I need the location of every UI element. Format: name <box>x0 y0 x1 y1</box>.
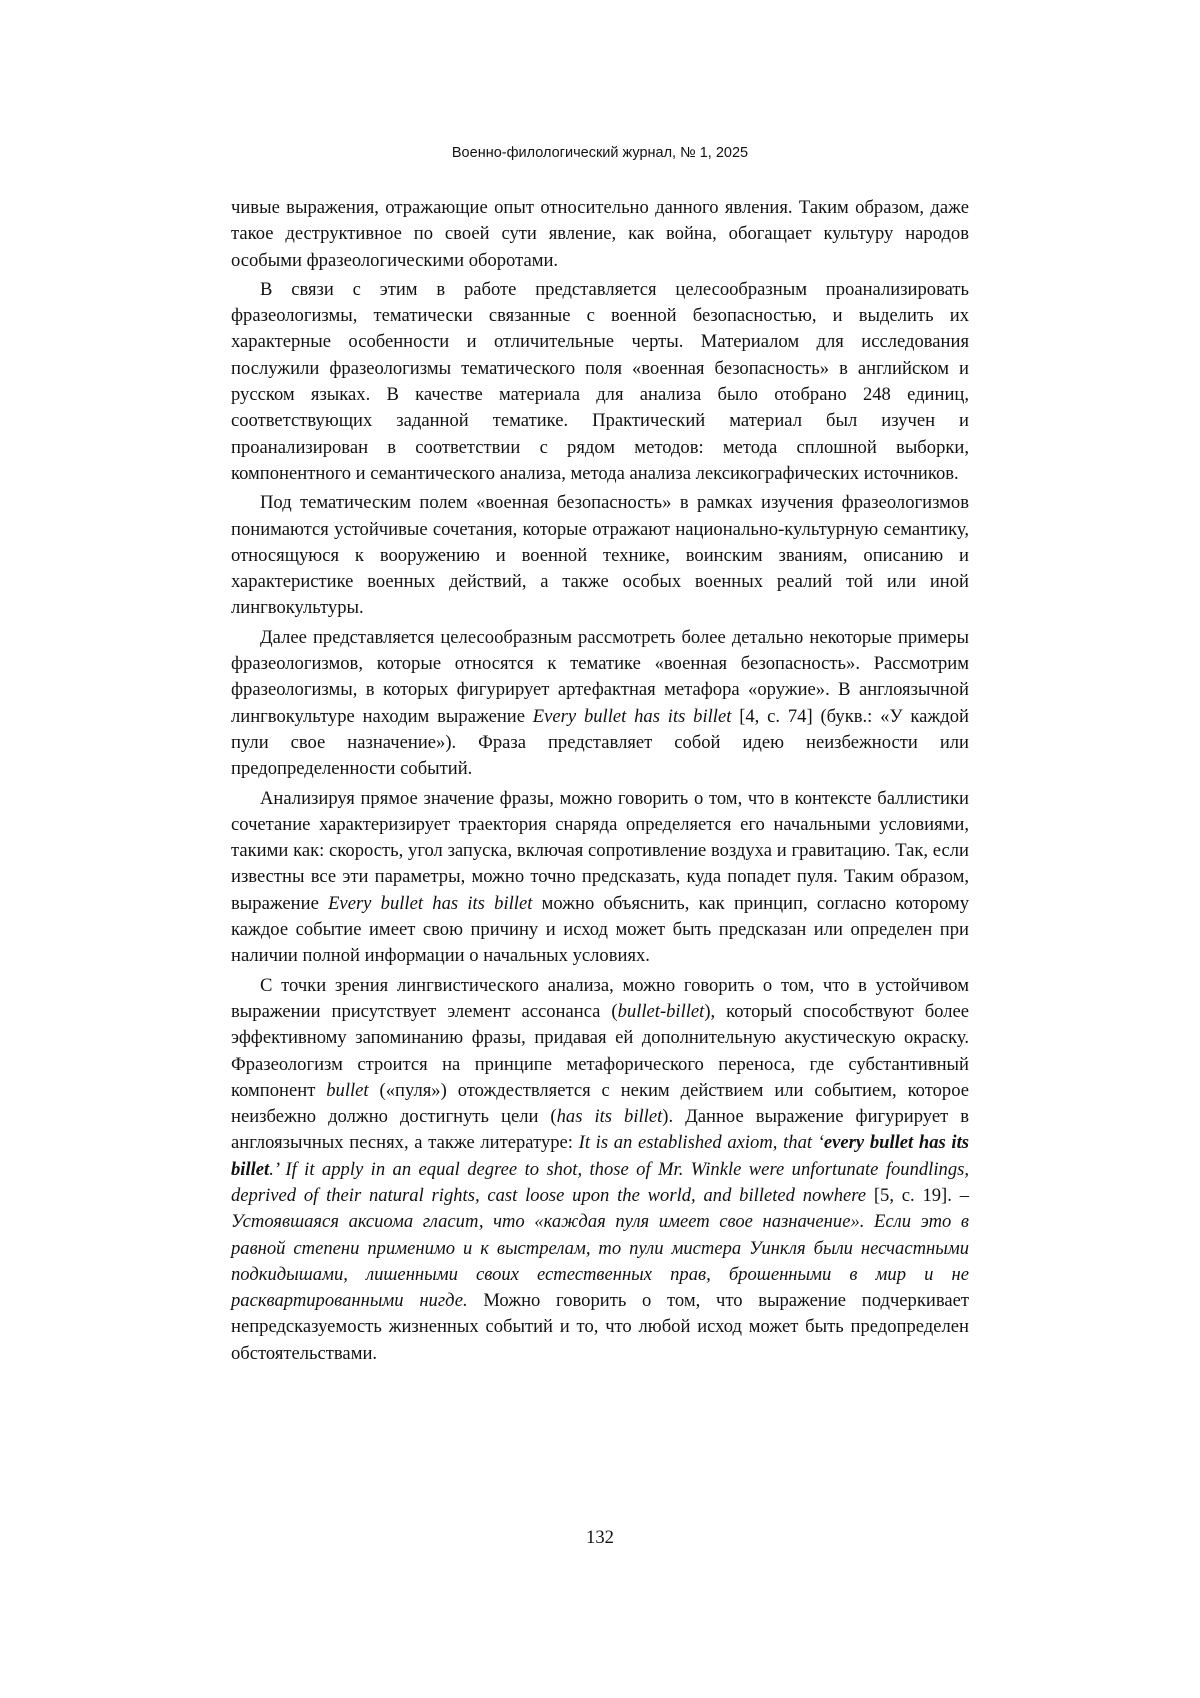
text-segment: можно объяснить, как принцип, согласно которому каждое событие имеет свою причину и исход может быть предсказан или определен при наличии полной информации о начальных условиях. <box>231 892 969 967</box>
text-segment: has its billet <box>556 1106 663 1128</box>
text-segment: bullet <box>326 1079 369 1101</box>
text-segment: .’ If it apply in an equal degree to shot, those of Mr. Winkle were unfortunate foundlings, deprived of their natural rights, cast loose upon the world, and billeted nowhere <box>231 1158 969 1206</box>
text-segment: Устоявшаяся аксиома гласит, что «каждая пуля имеет свое назначение». Если это в равной степени применимо и к выстрелам, то пули мистера Уинкля были несчастными подкидышами, лишенными своих естественных прав, брошенными в мир и не расквартированными нигде. <box>231 1211 969 1312</box>
article-body <box>231 195 969 1367</box>
text-segment: Анализируя прямое значение фразы, можно говорить о том, что в контексте баллистики сочетание характеризирует траектория снаряда определяется его начальными условиями, такими как: скорость, угол запуска, включая сопротивление воздуха и гравитацию. Так, если известны все эти параметры, можно точно предсказать, куда попадет пуля. Таким образом, выражение <box>231 787 969 914</box>
paragraph-4 <box>231 625 969 783</box>
text-segment: С точки зрения лингвистического анализа, можно говорить о том, что в устойчивом выражении присутствует элемент ассонанса ( <box>231 974 969 1022</box>
text-segment: bullet-billet <box>617 1000 705 1022</box>
text-segment: («пуля») отождествляется с неким действием или событием, которое неизбежно должно достигнуть цели ( <box>231 1079 969 1128</box>
text-segment: Под тематическим полем «военная безопасность» в рамках изучения фразеологизмов понимаются устойчивые сочетания, которые отражают национально-культурную семантику, относящуюся к вооружению и военной технике, воинским званиям, описанию и характеристике военных действий, а также особых военных реалий той или иной лингвокультуры. <box>231 492 969 619</box>
text-segment: Можно говорить о том, что выражение подчеркивает непредсказуемость жизненных событий и то, что любой исход может быть предопределен обстоятельствами. <box>231 1290 969 1364</box>
text-segment: every bullet has its billet <box>231 1132 969 1180</box>
paragraph-1 <box>231 195 969 274</box>
text-segment: Every bullet has its billet <box>328 892 533 914</box>
text-segment: It is an established axiom, that ‘ <box>578 1132 824 1154</box>
page-number: 132 <box>586 1527 614 1548</box>
paragraph-5 <box>231 786 969 970</box>
running-header: Военно-филологический журнал, № 1, 2025 <box>451 145 749 161</box>
text-segment: ), который способствуют более эффективному запоминанию фразы, придавая ей дополнительную акустическую окраску. Фразеологизм строится на принципе метафорического переноса, где субстантивный компонент <box>231 1000 969 1101</box>
paragraph-6 <box>231 973 969 1367</box>
text-segment: ). Данное выражение фигурирует в англоязычных песнях, а также литературе: <box>231 1106 969 1154</box>
text-segment: Every bullet has its billet <box>532 705 732 727</box>
paragraph-2 <box>231 277 969 487</box>
text-segment: Далее представляется целесообразным рассмотреть более детально некоторые примеры фразеологизмов, которые относятся к тематике «военная безопасность». Рассмотрим фразеологизмы, в которых фигурирует артефактная метафора «оружие». В англоязычной лингвокультуре находим выражение <box>231 626 969 727</box>
text-segment: В связи с этим в работе представляется целесообразным проанализировать фразеологизмы, тематически связанные с военной безопасностью, и выделить их характерные особенности и отличительные черты. Материалом для исследования послужили фразеологизмы тематического поля «военная безопасность» в английском и русском языках. В качестве материала для анализа было отобрано 248 единиц, соответствующих заданной тематике. Практический материал был изучен и проанализирован в соответствии с рядом методов: метода сплошной выборки, компонентного и семантического анализа, метода анализа лексикографических источников. <box>231 278 969 484</box>
text-segment: чивые выражения, отражающие опыт относительно данного явления. Таким образом, даже такое деструктивное по своей сути явление, как война, обогащает культуру народов особыми фразеологическими оборотами. <box>231 197 969 271</box>
text-segment: [5, с. 19]. – <box>866 1184 969 1206</box>
text-segment: [4, с. 74] (букв.: «У каждой пули свое назначение»). Фраза представляет собой идею неизбежности или предопределенности событий. <box>231 705 969 780</box>
paragraph-3 <box>231 490 969 621</box>
